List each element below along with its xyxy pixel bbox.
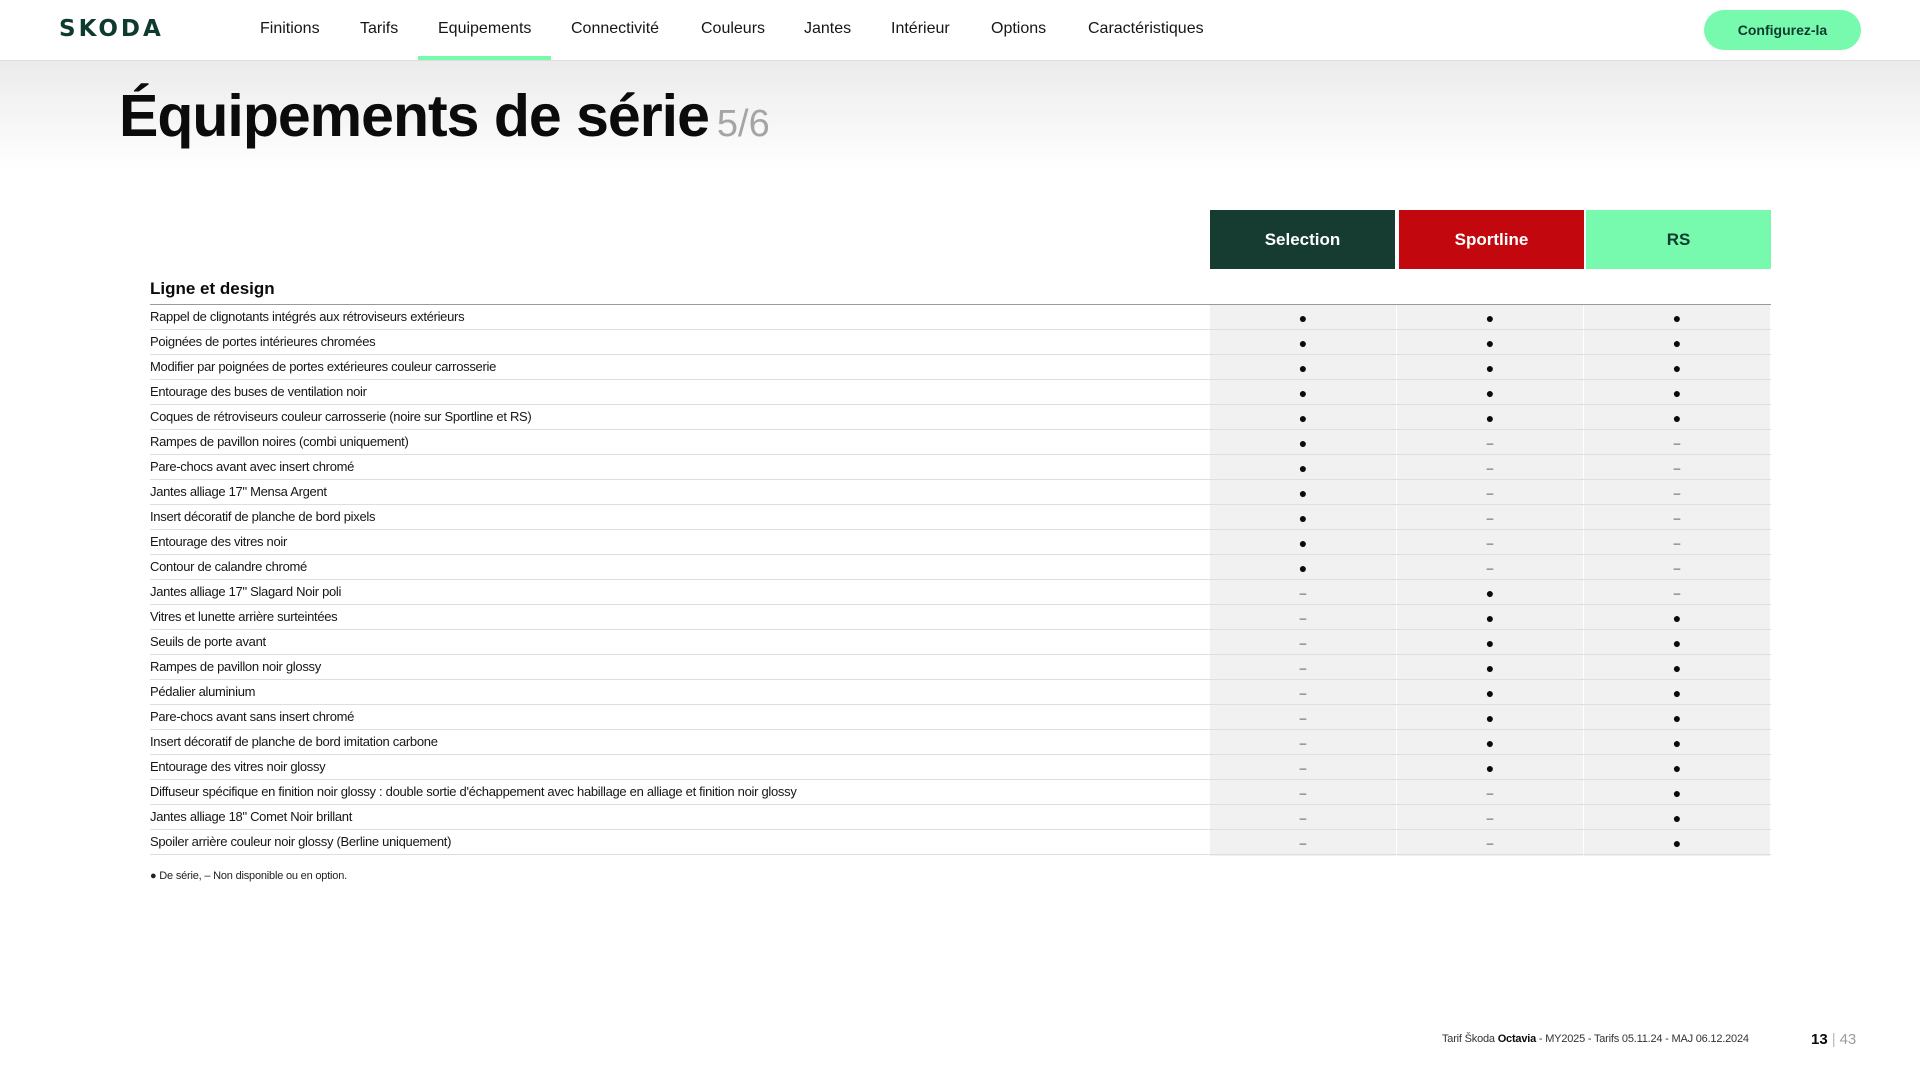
- availability-selection: ●: [1298, 385, 1308, 401]
- table-row: [150, 805, 1771, 830]
- page-current: 13: [1811, 1031, 1828, 1048]
- table-row: [150, 755, 1771, 780]
- nav-item-tarifs[interactable]: Tarifs: [360, 20, 399, 37]
- availability-rs: ●: [1672, 610, 1682, 626]
- availability-selection: ●: [1298, 460, 1308, 476]
- availability-rs: ●: [1672, 335, 1682, 351]
- availability-rs: ●: [1672, 710, 1682, 726]
- availability-sportline: –: [1486, 436, 1494, 450]
- availability-rs: –: [1673, 461, 1681, 475]
- equipment-label: Jantes alliage 17" Mensa Argent: [150, 484, 327, 499]
- availability-sportline: ●: [1485, 610, 1495, 626]
- availability-rs: ●: [1672, 660, 1682, 676]
- nav-item-caracteristiques[interactable]: Caractéristiques: [1088, 20, 1204, 37]
- table-row: [150, 330, 1771, 355]
- equipment-label: Pédalier aluminium: [150, 684, 256, 699]
- table-row: [150, 680, 1771, 705]
- availability-selection: –: [1299, 686, 1307, 700]
- availability-sportline: –: [1486, 511, 1494, 525]
- availability-sportline: ●: [1485, 760, 1495, 776]
- availability-sportline: –: [1486, 811, 1494, 825]
- equipment-label: Entourage des buses de ventilation noir: [150, 384, 367, 399]
- table-row: [150, 605, 1771, 630]
- equipment-table: [150, 305, 1771, 855]
- availability-sportline: ●: [1485, 360, 1495, 376]
- availability-selection: –: [1299, 661, 1307, 675]
- availability-selection: ●: [1298, 360, 1308, 376]
- table-row: [150, 430, 1771, 455]
- availability-selection: ●: [1298, 335, 1308, 351]
- availability-rs: –: [1673, 436, 1681, 450]
- trim-header-selection: Selection: [1210, 210, 1395, 269]
- equipment-label: Diffuseur spécifique en finition noir glossy : double sortie d'échappement avec habillage en alliage et finition noir glossy: [150, 784, 797, 799]
- availability-sportline: ●: [1485, 385, 1495, 401]
- nav-item-couleurs[interactable]: Couleurs: [701, 20, 766, 37]
- equipment-label: Spoiler arrière couleur noir glossy (Berline uniquement): [150, 834, 452, 849]
- nav-item-jantes[interactable]: Jantes: [804, 20, 852, 37]
- availability-selection: –: [1299, 761, 1307, 775]
- legend: ● De série, – Non disponible ou en option.: [150, 870, 347, 882]
- availability-rs: –: [1673, 511, 1681, 525]
- availability-sportline: ●: [1485, 660, 1495, 676]
- availability-sportline: ●: [1485, 335, 1495, 351]
- equipment-label: Coques de rétroviseurs couleur carrosserie (noire sur Sportline et RS): [150, 409, 532, 424]
- availability-sportline: –: [1486, 486, 1494, 500]
- availability-sportline: ●: [1485, 685, 1495, 701]
- equipment-label: Entourage des vitres noir: [150, 534, 288, 549]
- equipment-label: Insert décoratif de planche de bord pixels: [150, 509, 376, 524]
- availability-selection: –: [1299, 586, 1307, 600]
- availability-selection: –: [1299, 611, 1307, 625]
- availability-selection: –: [1299, 711, 1307, 725]
- footer-reference: [1442, 1033, 1749, 1045]
- nav-item-interieur[interactable]: Intérieur: [891, 20, 950, 37]
- equipment-label: Jantes alliage 17" Slagard Noir poli: [150, 584, 342, 599]
- page-title: [119, 82, 770, 150]
- availability-rs: ●: [1672, 835, 1682, 851]
- table-row: [150, 780, 1771, 805]
- page-title-text: Équipements de série: [119, 83, 709, 149]
- availability-selection: –: [1299, 636, 1307, 650]
- availability-rs: ●: [1672, 735, 1682, 751]
- availability-selection: ●: [1298, 535, 1308, 551]
- equipment-label: Rampes de pavillon noir glossy: [150, 659, 321, 674]
- availability-selection: –: [1299, 786, 1307, 800]
- equipment-label: Modifier par poignées de portes extérieures couleur carrosserie: [150, 359, 497, 374]
- equipment-label: Rampes de pavillon noires (combi uniquement): [150, 434, 409, 449]
- equipment-label: Insert décoratif de planche de bord imitation carbone: [150, 734, 438, 749]
- equipment-label: Entourage des vitres noir glossy: [150, 759, 326, 774]
- page-total: 43: [1839, 1031, 1857, 1048]
- availability-selection: ●: [1298, 410, 1308, 426]
- availability-sportline: –: [1486, 836, 1494, 850]
- availability-selection: ●: [1298, 310, 1308, 326]
- availability-rs: ●: [1672, 410, 1682, 426]
- equipment-label: Jantes alliage 18" Comet Noir brillant: [150, 809, 353, 824]
- table-row: [150, 380, 1771, 405]
- availability-sportline: ●: [1485, 710, 1495, 726]
- table-row: [150, 555, 1771, 580]
- table-row: [150, 655, 1771, 680]
- availability-selection: –: [1299, 836, 1307, 850]
- availability-rs: ●: [1672, 810, 1682, 826]
- availability-sportline: ●: [1485, 585, 1495, 601]
- availability-sportline: ●: [1485, 410, 1495, 426]
- availability-rs: –: [1673, 561, 1681, 575]
- nav-item-finitions[interactable]: Finitions: [260, 20, 320, 37]
- table-row: [150, 455, 1771, 480]
- availability-rs: ●: [1672, 385, 1682, 401]
- availability-sportline: –: [1486, 461, 1494, 475]
- nav-item-equipements[interactable]: Equipements: [438, 20, 532, 37]
- availability-rs: ●: [1672, 785, 1682, 801]
- page-number: [1811, 1031, 1856, 1048]
- availability-sportline: ●: [1485, 310, 1495, 326]
- availability-rs: ●: [1672, 635, 1682, 651]
- availability-rs: ●: [1672, 310, 1682, 326]
- availability-selection: –: [1299, 811, 1307, 825]
- availability-selection: ●: [1298, 560, 1308, 576]
- equipment-label: Poignées de portes intérieures chromées: [150, 334, 376, 349]
- nav-item-connectivite[interactable]: Connectivité: [571, 20, 660, 37]
- page-pager: 5/6: [716, 103, 770, 145]
- table-row: [150, 580, 1771, 605]
- availability-rs: ●: [1672, 760, 1682, 776]
- section-title: Ligne et design: [150, 279, 275, 298]
- equipment-label: Seuils de porte avant: [150, 634, 266, 649]
- trim-header-rs: RS: [1586, 210, 1771, 269]
- configure-button[interactable]: Configurez-la: [1704, 10, 1861, 50]
- table-row: [150, 505, 1771, 530]
- availability-sportline: ●: [1485, 635, 1495, 651]
- equipment-label: Rappel de clignotants intégrés aux rétroviseurs extérieurs: [150, 309, 465, 324]
- availability-rs: –: [1673, 536, 1681, 550]
- availability-selection: ●: [1298, 510, 1308, 526]
- footer-model: Octavia: [1497, 1033, 1537, 1045]
- availability-rs: ●: [1672, 685, 1682, 701]
- table-row: [150, 355, 1771, 380]
- table-row: [150, 830, 1771, 855]
- table-row: [150, 480, 1771, 505]
- top-navigation-bar: [0, 0, 1920, 60]
- availability-sportline: –: [1486, 561, 1494, 575]
- equipment-label: Pare-chocs avant sans insert chromé: [150, 709, 355, 724]
- nav-item-options[interactable]: Options: [991, 20, 1047, 37]
- equipment-label: Vitres et lunette arrière surteintées: [150, 609, 338, 624]
- equipment-label: Contour de calandre chromé: [150, 559, 307, 574]
- availability-selection: –: [1299, 736, 1307, 750]
- availability-rs: –: [1673, 486, 1681, 500]
- availability-rs: ●: [1672, 360, 1682, 376]
- table-row: [150, 730, 1771, 755]
- availability-selection: ●: [1298, 435, 1308, 451]
- availability-sportline: –: [1486, 536, 1494, 550]
- availability-selection: ●: [1298, 485, 1308, 501]
- table-row: [150, 305, 1771, 330]
- footer-suffix: - MY2025 - Tarifs 05.11.24 - MAJ 06.12.2024: [1536, 1033, 1749, 1045]
- active-tab-indicator: [418, 56, 551, 60]
- footer-prefix: Tarif Škoda: [1442, 1033, 1498, 1045]
- skoda-logo[interactable]: SKODA: [59, 16, 164, 42]
- table-row: [150, 405, 1771, 430]
- table-row: [150, 630, 1771, 655]
- availability-sportline: ●: [1485, 735, 1495, 751]
- table-row: [150, 705, 1771, 730]
- trim-header-sportline: Sportline: [1399, 210, 1584, 269]
- table-row: [150, 530, 1771, 555]
- equipment-label: Pare-chocs avant avec insert chromé: [150, 459, 355, 474]
- availability-sportline: –: [1486, 786, 1494, 800]
- availability-rs: –: [1673, 586, 1681, 600]
- page-separator: |: [1831, 1031, 1836, 1048]
